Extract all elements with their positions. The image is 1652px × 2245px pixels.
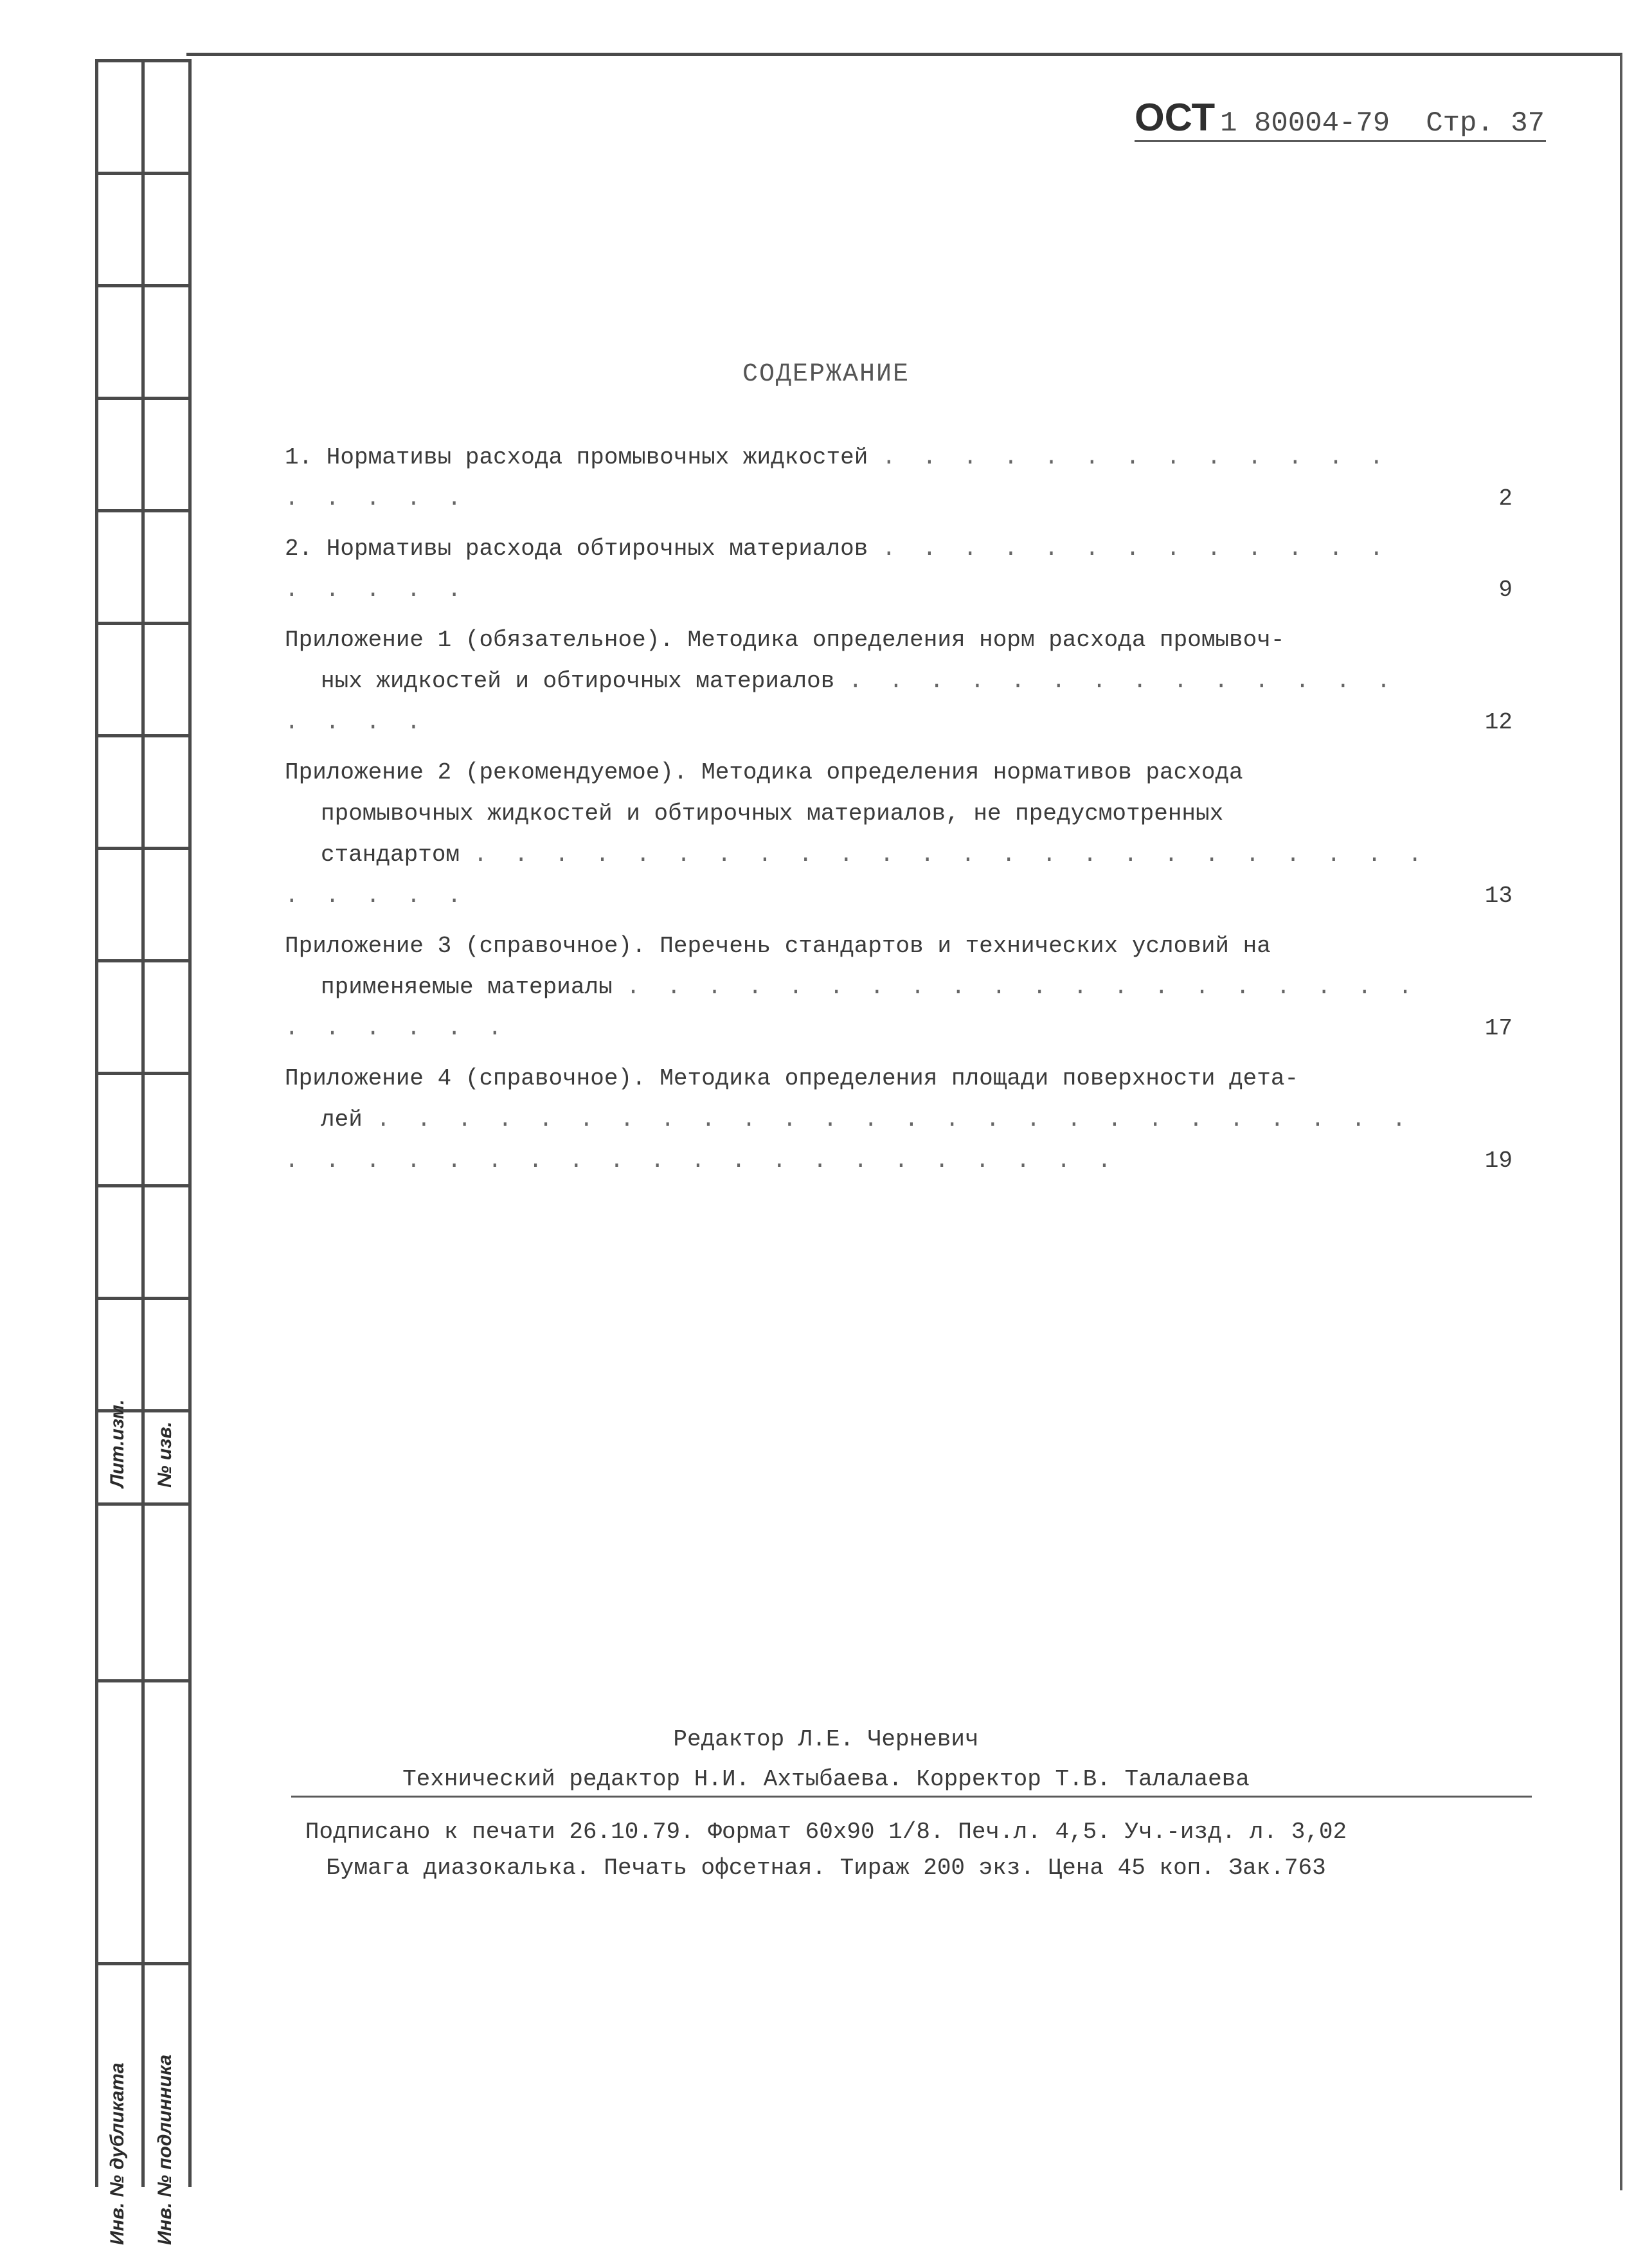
stamp-cell-line xyxy=(95,847,192,850)
toc-item-line: применяемые материалы xyxy=(321,974,613,1000)
leader-dots: . . . . . . . . . . . . . . . . . . . . . . . . . . . . . . . . . . . . . . . . . . . . . . . xyxy=(285,1106,1413,1174)
stamp-cell-line xyxy=(95,509,192,512)
credits xyxy=(0,1720,1652,1799)
stamp-cell-line xyxy=(95,1962,192,1965)
toc-item xyxy=(285,437,1513,519)
toc-item-line: стандартом xyxy=(321,842,460,868)
tech-editor-line: Технический редактор Н.И. Ахтыбаева. Корректор Т.В. Талалаева xyxy=(402,1766,1250,1792)
stamp-cell-line xyxy=(95,622,192,625)
doc-number: 1 80004-79 xyxy=(1220,107,1390,140)
toc-page-number: 13 xyxy=(1484,883,1513,909)
toc-page-number: 17 xyxy=(1484,1015,1513,1041)
toc-item-line: Приложение 2 (рекомендуемое). Методика определения нормативов расхода xyxy=(285,759,1243,786)
toc-item-line: Приложение 4 (справочное). Методика определения площади поверхности дета- xyxy=(285,1065,1299,1092)
credits-divider xyxy=(291,1796,1532,1798)
toc-item xyxy=(285,1058,1513,1182)
stamp-cell-line xyxy=(95,1184,192,1187)
header-underline xyxy=(1135,140,1546,142)
leader-dots: . . . . . . . . . . . . . . . . . . . . . . . . . . xyxy=(285,974,1419,1041)
toc-item-line: Приложение 3 (справочное). Перечень стандартов и технических условий на xyxy=(285,933,1271,959)
toc-item xyxy=(285,528,1513,611)
toc-page-number: 2 xyxy=(1498,485,1513,512)
leader-dots: . . . . . . . . . . . . . . . . . . xyxy=(285,444,1390,512)
stamp-cell-line xyxy=(95,1072,192,1075)
stamp-label-lit-izm: Лит.изм. xyxy=(107,1399,128,1488)
stamp-label-inv-dublikata: Инв. № дубликата xyxy=(107,2062,128,2245)
editor-line: Редактор Л.Е. Черневич xyxy=(673,1726,979,1753)
toc-item-line: промывочных жидкостей и обтирочных материалов, не предусмотренных xyxy=(321,800,1224,827)
stamp-cell-line xyxy=(95,1679,192,1682)
stamp-cell-line xyxy=(95,397,192,400)
print-info-line: Подписано к печати 26.10.79. Формат 60х90 1/8. Печ.л. 4,5. Уч.-изд. л. 3,02 xyxy=(305,1819,1347,1845)
toc-item xyxy=(285,620,1513,743)
toc-item xyxy=(285,926,1513,1049)
toc-page-number: 19 xyxy=(1484,1148,1513,1174)
stamp-cell-line xyxy=(95,172,192,175)
stamp-cell-line xyxy=(95,959,192,962)
page-label: Стр. 37 xyxy=(1426,107,1545,140)
toc-item-line: 2. Нормативы расхода обтирочных материалов xyxy=(285,536,868,562)
toc-item-line: ных жидкостей и обтирочных материалов xyxy=(321,668,835,694)
leader-dots: . . . . . . . . . . . . . . . . . . xyxy=(285,668,1397,735)
stamp-cell-line xyxy=(95,734,192,737)
toc-item-line: Приложение 1 (обязательное). Методика определения норм расхода промывоч- xyxy=(285,627,1285,653)
stamp-cell-line xyxy=(95,1502,192,1506)
doc-code: ОСТ xyxy=(1135,96,1216,139)
toc-page-number: 12 xyxy=(1484,709,1513,735)
toc-title: СОДЕРЖАНИЕ xyxy=(742,360,910,389)
toc-page-number: 9 xyxy=(1498,577,1513,603)
print-info-line: Бумага диазокалька. Печать офсетная. Тираж 200 экз. Цена 45 коп. Зак.763 xyxy=(326,1855,1326,1881)
stamp-label-n-izv: № изв. xyxy=(154,1421,175,1488)
print-info xyxy=(0,1814,1652,1886)
stamp-cell-line xyxy=(95,1297,192,1300)
toc-item xyxy=(285,752,1513,917)
stamp-label-inv-podlinnika: Инв. № подлинника xyxy=(154,2054,175,2245)
toc-item-line: лей xyxy=(321,1106,363,1133)
table-of-contents xyxy=(285,437,1513,1191)
leader-dots: . . . . . . . . . . . . . . . . . . . . . . . . . . . . . xyxy=(285,842,1429,909)
toc-item-line: 1. Нормативы расхода промывочных жидкостей xyxy=(285,444,868,471)
leader-dots: . . . . . . . . . . . . . . . . . . xyxy=(285,536,1390,603)
stamp-cell-line xyxy=(95,59,192,62)
stamp-cell-line xyxy=(95,284,192,287)
document-header xyxy=(1135,95,1545,140)
